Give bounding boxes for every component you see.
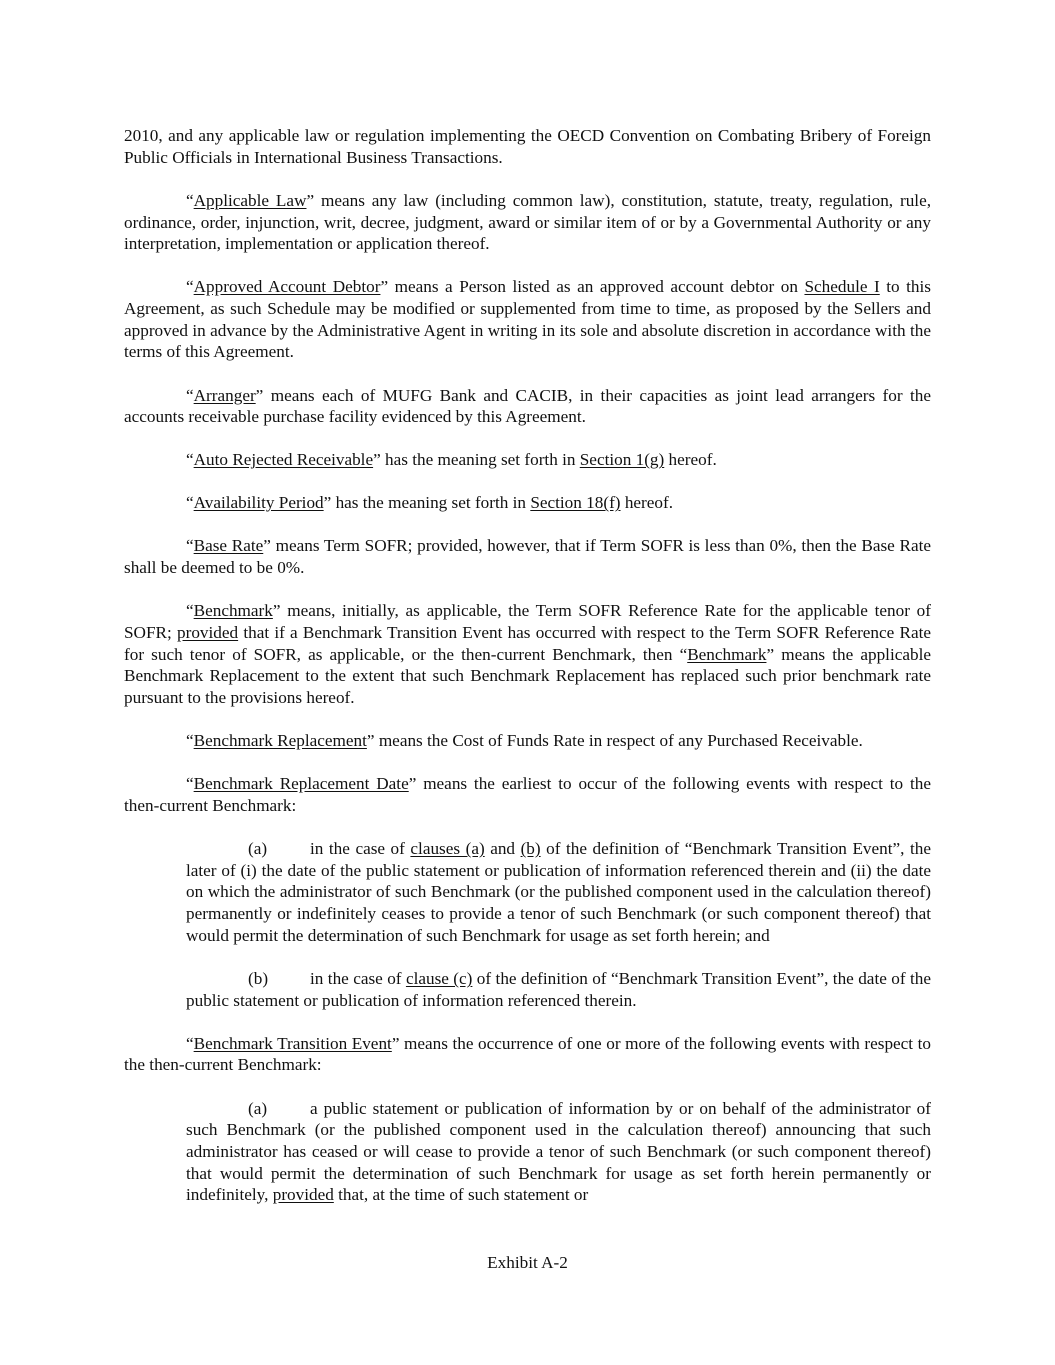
underlined-term: Benchmark Transition Event bbox=[193, 1033, 392, 1053]
text-run: in the case of bbox=[310, 968, 406, 988]
underlined-term: Auto Rejected Receivable bbox=[193, 450, 374, 470]
text-run: to this Agreement, as such Schedule may be modified or supplemented from time to time, as proposed by the Sellers and approved in advance by the Administrative Agent in writing in its sole and absolute discretion in accordance with the terms of this Agreement. bbox=[124, 277, 931, 362]
text-run: ” means any law (including common law), constitution, statute, treaty, regulation, rule, ordinance, order, injunction, writ, decree, judgment, award or similar item of or by a Governmental Authority or any interpretation, implementation or application thereof. bbox=[124, 190, 931, 254]
text-run: “ bbox=[186, 731, 194, 751]
definition-paragraph bbox=[124, 535, 931, 578]
definition-paragraph bbox=[124, 190, 931, 255]
text-run: in the case of bbox=[310, 839, 411, 859]
text-run: ” means each of MUFG Bank and CACIB, in their capacities as joint lead arrangers for the accounts receivable purchase facility evidenced by this Agreement. bbox=[124, 385, 931, 427]
text-run: “ bbox=[186, 493, 194, 513]
definition-paragraph bbox=[124, 730, 931, 752]
text-run: ” has the meaning set forth in bbox=[323, 493, 531, 513]
text-run: that, at the time of such statement or bbox=[333, 1185, 589, 1205]
text-run: hereof. bbox=[664, 450, 717, 470]
underlined-term: Applicable Law bbox=[193, 190, 307, 210]
clause-label: (b) bbox=[248, 968, 269, 988]
definition-paragraph bbox=[124, 385, 931, 428]
text-run: of the definition of “Benchmark Transition Event”, the later of (i) the date of the public statement or publication of information referenced therein and (ii) the date on which the administrator of such Benchmark (or the published component used in the calculation thereof) permanently or indefinitely ceases to provide a tenor of such Benchmark (or such component thereof) that would permit the determination of such Benchmark for usage as set forth herein; and bbox=[186, 839, 931, 945]
text-run: “ bbox=[186, 1033, 194, 1053]
underlined-term: Availability Period bbox=[193, 493, 324, 513]
underlined-term: clause (c) bbox=[405, 968, 473, 988]
text-run: ” means, initially, as applicable, the Term SOFR Reference Rate for the applicable tenor of SOFR; bbox=[124, 601, 931, 642]
underlined-term: Approved Account Debtor bbox=[193, 277, 381, 297]
text-run: that if a Benchmark Transition Event has occurred with respect to the Term SOFR Reference Rate for such tenor of SOFR, as applicable, or the then-current Benchmark, then “ bbox=[124, 622, 931, 664]
clause-label: (a) bbox=[248, 839, 268, 859]
text-run: “ bbox=[186, 450, 194, 470]
underlined-term: clauses (a) bbox=[410, 839, 485, 859]
definition-paragraph bbox=[124, 276, 931, 363]
text-run: and bbox=[484, 839, 521, 859]
text-run: “ bbox=[186, 536, 194, 556]
underlined-term: Benchmark Replacement bbox=[193, 731, 367, 751]
text-run: hereof. bbox=[620, 493, 674, 513]
underlined-term: Arranger bbox=[193, 385, 256, 405]
underlined-term: provided bbox=[272, 1185, 334, 1205]
definition-paragraph bbox=[124, 600, 931, 709]
text-run: “ bbox=[186, 190, 194, 210]
text-run: 2010, and any applicable law or regulation implementing the OECD Convention on Combating Bribery of Foreign Public Officials in International Business Transactions. bbox=[124, 126, 931, 167]
text-run: of the definition of “Benchmark Transition Event”, the date of the public statement or publication of information referenced therein. bbox=[186, 968, 931, 1010]
definition-paragraph bbox=[124, 449, 931, 471]
clause-paragraph bbox=[186, 968, 931, 1011]
underlined-term: Benchmark Replacement Date bbox=[193, 774, 409, 794]
clause-label: (a) bbox=[248, 1098, 268, 1118]
clause-paragraph bbox=[186, 838, 931, 947]
text-run: ” means Term SOFR; provided, however, that if Term SOFR is less than 0%, then the Base Rate shall be deemed to be 0%. bbox=[124, 536, 931, 578]
text-run: a public statement or publication of information by or on behalf of the administrator of such Benchmark (or the published component used in the calculation thereof) announcing that such administrator has ceased or will cease to provide a tenor of such Benchmark (or such component thereof) that would permit the determination of such Benchmark for usage as set forth herein permanently or indefinitely, bbox=[186, 1098, 931, 1205]
text-run: ” means the applicable Benchmark Replacement to the extent that such Benchmark Replacement has replaced such prior benchmark rate pursuant to the provisions hereof. bbox=[124, 644, 931, 708]
underlined-term: provided bbox=[177, 622, 239, 642]
underlined-term: (b) bbox=[520, 839, 541, 859]
underlined-term: Section 18(f) bbox=[530, 493, 621, 513]
definition-paragraph bbox=[124, 773, 931, 816]
text-paragraph bbox=[124, 125, 931, 168]
document-body bbox=[124, 125, 931, 1227]
underlined-term: Section 1(g) bbox=[579, 450, 665, 470]
underlined-term: Schedule I bbox=[804, 277, 880, 297]
underlined-term: Benchmark bbox=[193, 601, 273, 621]
definition-paragraph bbox=[124, 492, 931, 514]
text-run: ” means the occurrence of one or more of the following events with respect to the then-current Benchmark: bbox=[124, 1033, 931, 1075]
underlined-term: Base Rate bbox=[193, 536, 264, 556]
text-run: ” means a Person listed as an approved account debtor on bbox=[380, 277, 805, 297]
text-run: ” means the Cost of Funds Rate in respect of any Purchased Receivable. bbox=[366, 731, 863, 751]
clause-paragraph bbox=[186, 1098, 931, 1207]
underlined-term: Benchmark bbox=[687, 644, 767, 664]
definition-paragraph bbox=[124, 1033, 931, 1076]
text-run: “ bbox=[186, 601, 194, 621]
text-run: “ bbox=[186, 277, 194, 297]
text-run: “ bbox=[186, 774, 194, 794]
page-footer: Exhibit A-2 bbox=[487, 1253, 568, 1272]
text-run: “ bbox=[186, 385, 194, 405]
text-run: ” has the meaning set forth in bbox=[373, 450, 580, 470]
text-run: ” means the earliest to occur of the following events with respect to the then-current Benchmark: bbox=[124, 774, 931, 815]
